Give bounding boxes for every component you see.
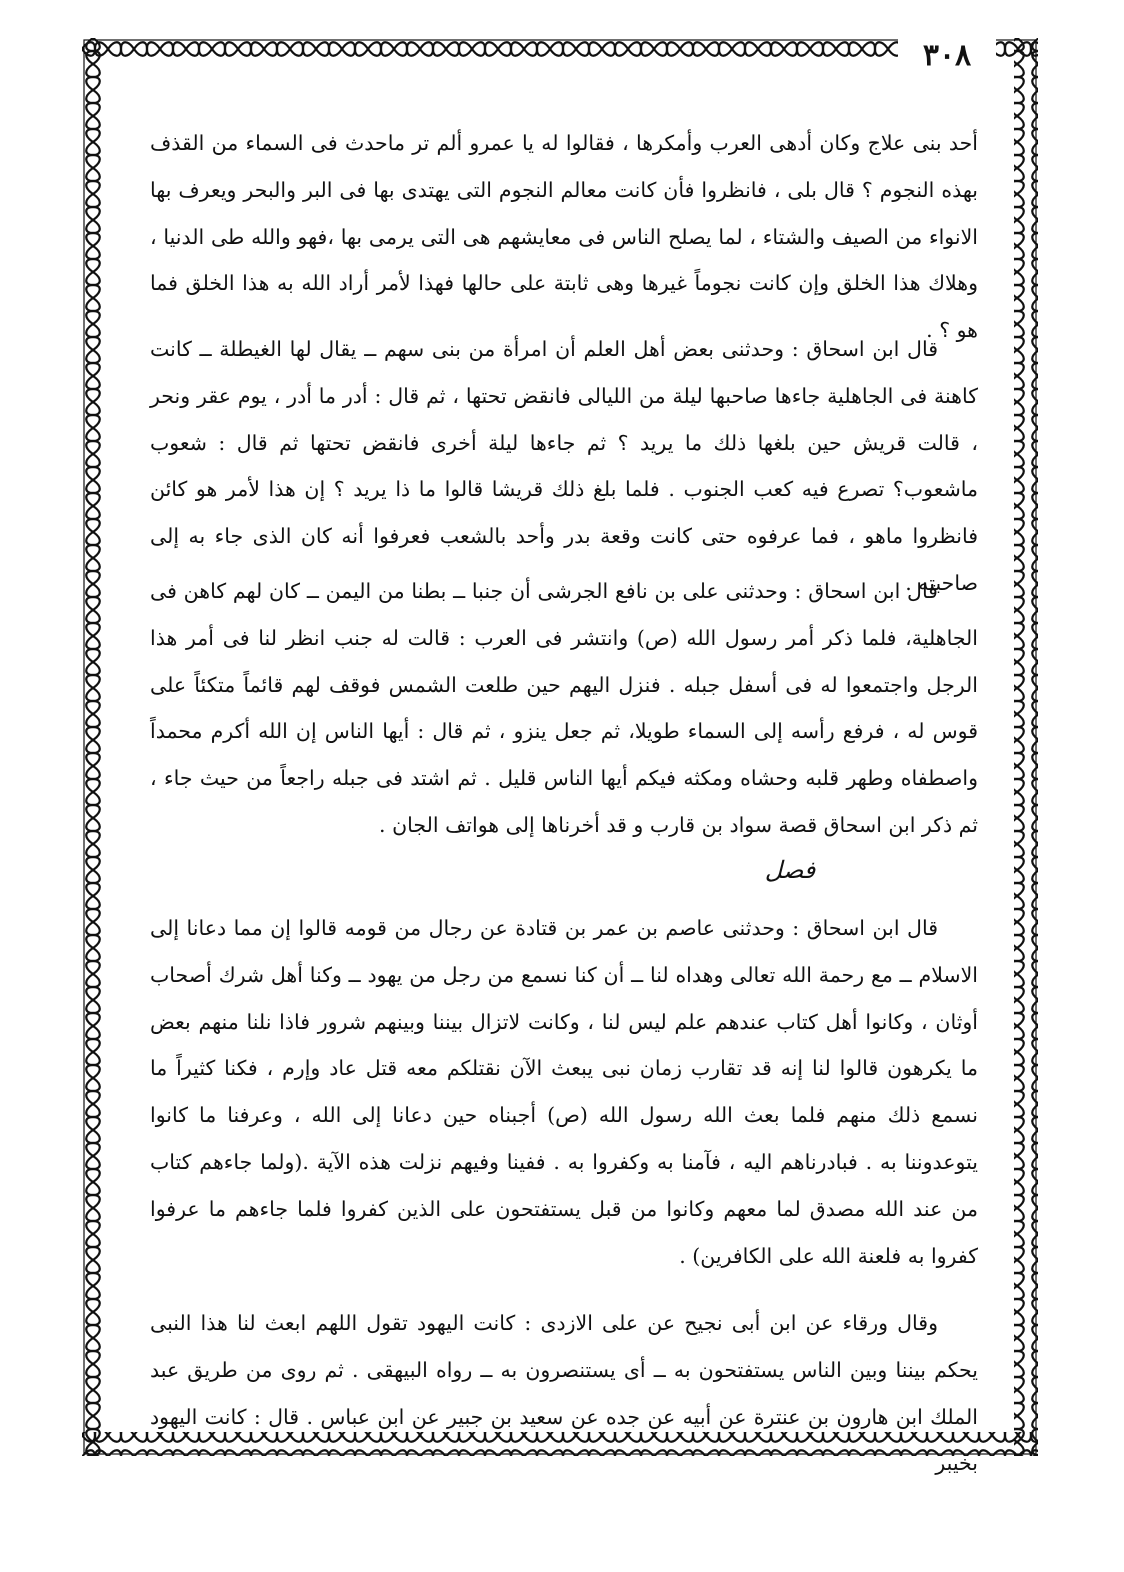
section-heading: فصل (764, 856, 816, 884)
page-number: ٣٠٨ (898, 39, 996, 73)
paragraph-2: قال ابن اسحاق : وحدثنى بعض أهل العلم أن امرأة من بنى سهم ــ يقال لها الغيطلة ــ كانت كاهنة فى الجاهلية جاءها صاحبها ليلة من الليالى فانقض تحتها ، ثم قال : أدر ما أدر ، يوم عقر ونحر ، قالت قريش حين بلغها ذلك ما يريد ؟ ثم جاءها ليلة أخرى فانقض تحتها ثم قال : شعوب ماشعوب؟ تصرع فيه كعب الجنوب . فلما بلغ ذلك قريشا قالوا ما ذا يريد ؟ إن هذا لأمر هو كائن فانظروا ماهو ، فما عرفوه حتى كانت وقعة بدر وأحد بالشعب فعرفوا أنه كان الذى جاء به إلى صاحبته . (150, 337, 978, 595)
paragraph-1: أحد بنى علاج وكان أدهى العرب وأمكرها ، فقالوا له يا عمرو ألم تر ماحدث فى السماء من القذف بهذه النجوم ؟ قال بلى ، فانظروا فأن كانت معالم النجوم التى يهتدى بها فى البر والبحر ويعرف بها الانواء من الصيف والشتاء ، لما يصلح الناس فى معايشهم هى التى يرمى بها ،فهو والله طى الدنيا ، وهلاك هذا الخلق وإن كانت نجوماً غيرها وهى ثابتة على حالها فهذا لأمر أراد الله به هذا الخلق فما هو ؟ . (150, 131, 978, 343)
paragraph-5: وقال ورقاء عن ابن أبى نجيح عن على الازدى : كانت اليهود تقول اللهم ابعث لنا هذا النبى يحكم بيننا وبين الناس يستفتحون به ــ أى يستنصرون به ــ رواه البيهقى . ثم روى من طريق عبد الملك ابن هارون بن عنترة عن أبيه عن جده عن سعيد بن جبير عن ابن عباس . قال : كانت اليهود بخيبر (150, 1311, 978, 1476)
paragraph-3: قال ابن اسحاق : وحدثنى على بن نافع الجرشى أن جنبا ــ بطنا من اليمن ــ كان لهم كاهن فى الجاهلية، فلما ذكر أمر رسول الله (ص) وانتشر فى العرب : قالت له جنب انظر لنا فى أمر هذا الرجل واجتمعوا له فى أسفل جبله . فنزل اليهم حين طلعت الشمس فوقف لهم قائماً متكئاً على قوس له ، فرفع رأسه إلى السماء طويلا، ثم جعل ينزو ، ثم قال : أيها الناس إن الله أكرم محمداً واصطفاه وطهر قلبه وحشاه ومكثه فيكم أيها الناس قليل . ثم اشتد فى جبله راجعاً من حيث جاء ، ثم ذكر ابن اسحاق قصة سواد بن قارب و قد أخرناها إلى هواتف الجان . (150, 579, 978, 837)
page-body (150, 120, 978, 1476)
paragraph-4: قال ابن اسحاق : وحدثنى عاصم بن عمر بن قتادة عن رجال من قومه قالوا إن مما دعانا إلى الاسلام ــ مع رحمة الله تعالى وهداه لنا ــ أن كنا نسمع من رجل من يهود ــ وكنا أهل شرك أصحاب أوثان ، وكانوا أهل كتاب عندهم علم ليس لنا ، وكانت لاتزال بيننا وبينهم شرور فاذا نلنا منهم بعض ما يكرهون قالوا لنا إنه قد تقارب زمان نبى يبعث الآن نقتلكم معه قتل عاد وإرم ، فكنا كثيراً ما نسمع ذلك منهم فلما بعث الله رسول الله (ص) أجبناه حين دعانا إلى الله ، وعرفنا ما كانوا يتوعدوننا به . فبادرناهم اليه ، فآمنا به وكفروا به . ففينا وفيهم نزلت هذه الآية .(ولما جاءهم كتاب من عند الله مصدق لما معهم وكانوا من قبل يستفتحون على الذين كفروا فلما جاءهم ما عرفوا كفروا به فلعنة الله على الكافرين) . (150, 916, 978, 1268)
